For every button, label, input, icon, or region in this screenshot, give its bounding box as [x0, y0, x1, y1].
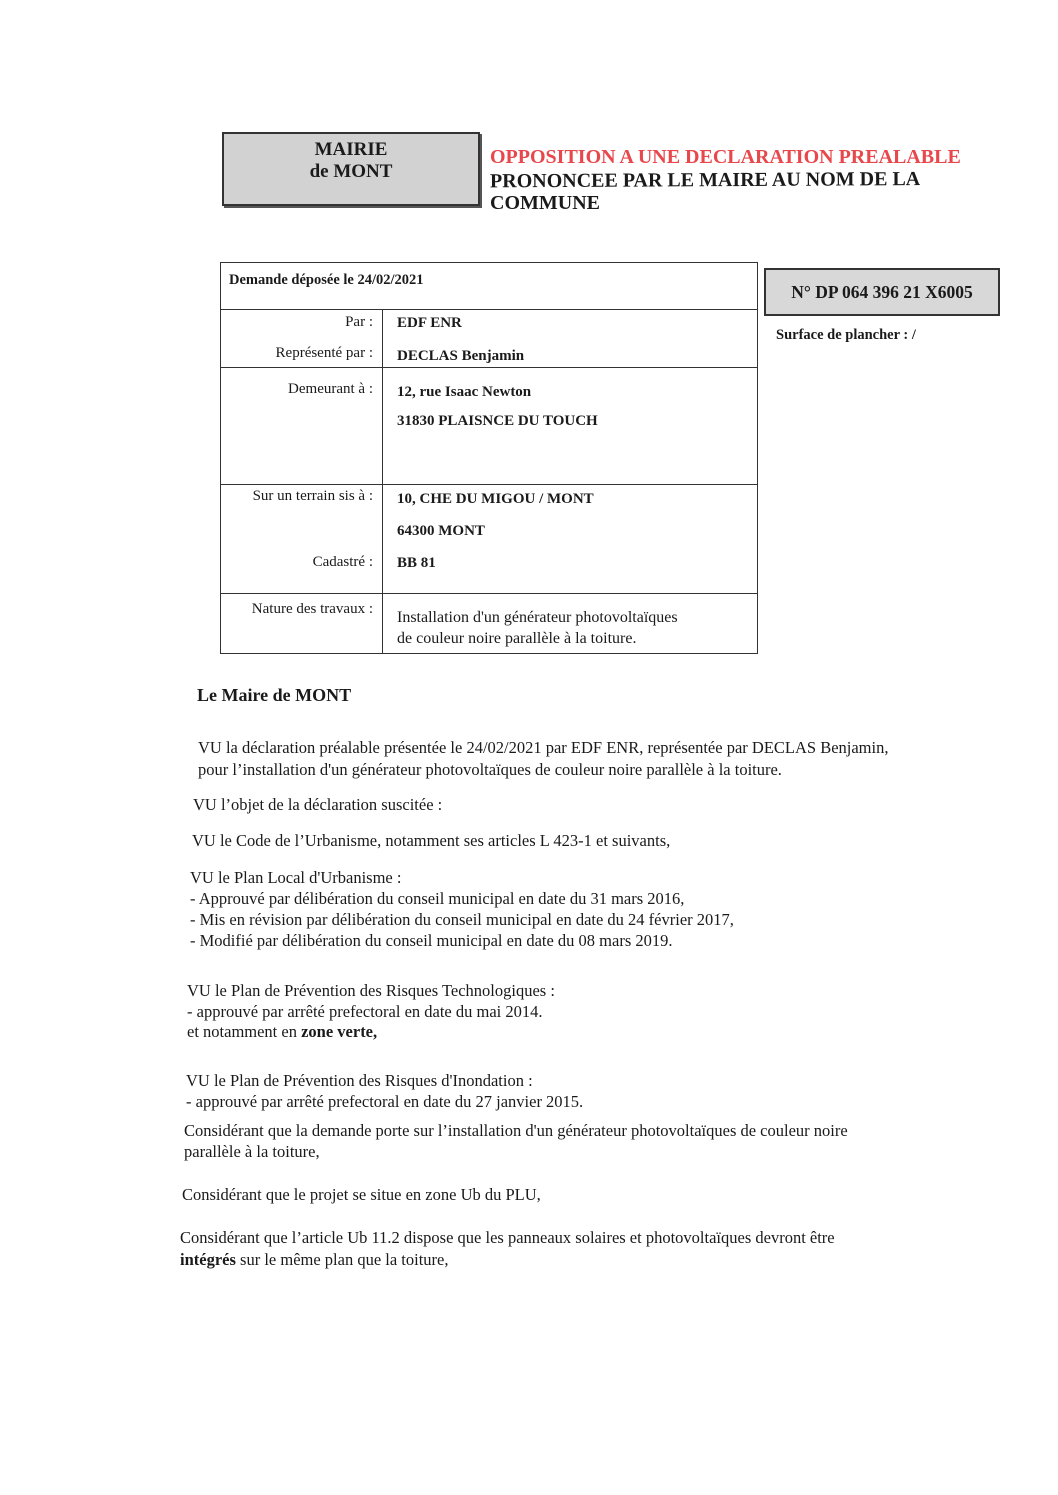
- title-line-2: PRONONCEE PAR LE MAIRE AU NOM DE LA: [489, 168, 921, 193]
- vu-ppri-approuve: - approuvé par arrêté prefectoral en date du 27 janvier 2015.: [186, 1092, 584, 1111]
- demeurant-label: Demeurant à :: [288, 381, 373, 397]
- vu-plu-approuve: - Approuvé par délibération du conseil municipal en date du 31 mars 2016,: [190, 889, 685, 908]
- cadastre-value: BB 81: [397, 555, 436, 571]
- commune-label: de MONT: [309, 161, 393, 182]
- vu-pprt-approuve: - approuvé par arrêté prefectoral en date du mai 2014.: [187, 1002, 543, 1021]
- considerant-zone: Considérant que le projet se situe en zone Ub du PLU,: [182, 1185, 541, 1204]
- represente-value: DECLAS Benjamin: [397, 348, 525, 364]
- integres-bold: intégrés: [180, 1250, 236, 1269]
- demande-date: Demande déposée le 24/02/2021: [229, 272, 424, 288]
- application-details-table: [220, 262, 758, 654]
- vu-pprt-zone: [187, 1022, 377, 1041]
- demeurant-city: 31830 PLAISNCE DU TOUCH: [397, 413, 598, 429]
- considerant-article-line-2: [180, 1250, 449, 1269]
- vu-objet: VU l’objet de la déclaration suscitée :: [193, 795, 443, 814]
- vu-plu-revision: - Mis en révision par délibération du conseil municipal en date du 24 février 2017,: [190, 910, 734, 929]
- mairie-box: [222, 132, 480, 206]
- row-divider: [221, 593, 757, 594]
- vu-pprt-title: VU le Plan de Prévention des Risques Technologiques :: [187, 981, 555, 1000]
- vu-declaration-line-2: pour l’installation d'un générateur photovoltaïques de couleur noire parallèle à la toiture.: [198, 760, 782, 779]
- demande-row: [221, 263, 757, 310]
- document-title: [490, 146, 1010, 215]
- zone-verte: zone verte,: [301, 1022, 378, 1041]
- title-line-3: COMMUNE: [490, 192, 600, 214]
- vu-ppri-title: VU le Plan de Prévention des Risques d'Inondation :: [186, 1071, 533, 1090]
- considerant-demande-line-2: parallèle à la toiture,: [184, 1142, 320, 1161]
- row-divider: [221, 367, 757, 368]
- terrain-label: Sur un terrain sis à :: [252, 488, 373, 504]
- considerant-article-line-1: Considérant que l’article Ub 11.2 dispose que les panneaux solaires et photovoltaïques devront être: [180, 1228, 835, 1247]
- nature-line-1: Installation d'un générateur photovoltaïques: [397, 609, 678, 626]
- dossier-number: N° DP 064 396 21 X6005: [791, 282, 973, 302]
- vu-plu-modifie: - Modifié par délibération du conseil municipal en date du 08 mars 2019.: [190, 931, 673, 950]
- column-divider: [382, 310, 383, 653]
- par-value: EDF ENR: [397, 315, 462, 331]
- surface-plancher: Surface de plancher : /: [776, 327, 916, 343]
- title-line-1: OPPOSITION A UNE DECLARATION PREALABLE: [490, 146, 961, 168]
- par-label: Par :: [345, 314, 373, 330]
- considerant-demande-line-1: Considérant que la demande porte sur l’installation d'un générateur photovoltaïques de couleur noire: [184, 1121, 848, 1140]
- vu-plu-title: VU le Plan Local d'Urbanisme :: [190, 868, 402, 887]
- terrain-city: 64300 MONT: [397, 523, 485, 539]
- cadastre-label: Cadastré :: [312, 554, 373, 570]
- vu-code-urbanisme: VU le Code de l’Urbanisme, notamment ses articles L 423-1 et suivants,: [192, 831, 671, 850]
- zone-prefix: et notamment en: [187, 1022, 302, 1041]
- dossier-number-box: [764, 268, 1000, 316]
- terrain-street: 10, CHE DU MIGOU / MONT: [397, 491, 594, 507]
- vu-declaration-line-1: VU la déclaration préalable présentée le 24/02/2021 par EDF ENR, représentée par DECLAS Benjamin,: [198, 738, 889, 757]
- article-rest: sur le même plan que la toiture,: [235, 1250, 449, 1269]
- mairie-label: MAIRIE: [314, 139, 388, 160]
- nature-line-2: de couleur noire parallèle à la toiture.: [397, 630, 637, 647]
- row-divider: [221, 484, 757, 485]
- nature-label: Nature des travaux :: [251, 601, 373, 617]
- represente-label: Représenté par :: [275, 345, 373, 361]
- demeurant-street: 12, rue Isaac Newton: [397, 384, 532, 400]
- section-heading: Le Maire de MONT: [197, 685, 352, 705]
